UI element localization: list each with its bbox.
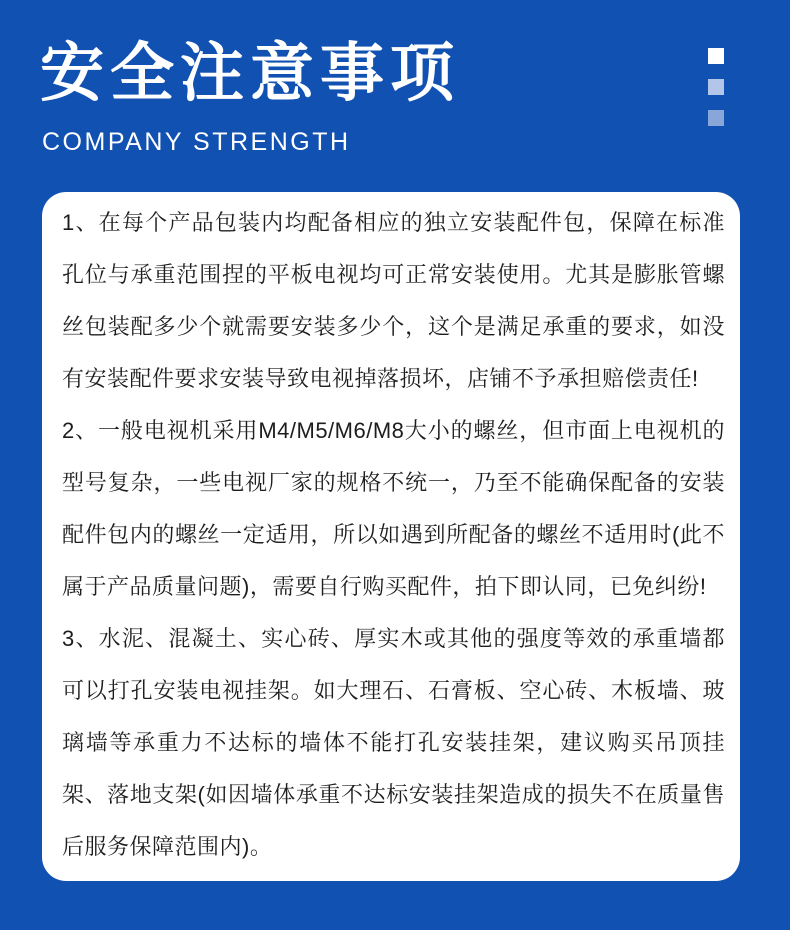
safety-paragraph-3: 3、水泥、混凝土、实心砖、厚实木或其他的强度等效的承重墙都可以打孔安装电视挂架。如大理石、石膏板、空心砖、木板墙、玻璃墙等承重力不达标的墙体不能打孔安装挂架，建议购买吊顶挂架、落地支架(如因墙体承重不达标安装挂架造成的损失不在质量售后服务保障范围内)。 <box>62 626 725 859</box>
page-title: 安全注意事项 <box>40 37 460 109</box>
safety-paragraph-2: 2、一般电视机采用M4/M5/M6/M8大小的螺丝，但市面上电视机的型号复杂，一些电视厂家的规格不统一，乃至不能确保配备的安装配件包内的螺丝一定适用，所以如遇到所配备的螺丝不适用时(此不属于产品质量问题)，需要自行购买配件，拍下即认同，已免纠纷! <box>62 418 725 599</box>
decor-square-icon <box>708 48 724 64</box>
safety-notice-card <box>42 192 740 881</box>
page-subtitle: COMPANY STRENGTH <box>42 128 351 156</box>
safety-paragraph-1: 1、在每个产品包装内均配备相应的独立安装配件包，保障在标准孔位与承重范围捏的平板电视均可正常安装使用。尤其是膨胀管螺丝包装配多少个就需要安装多少个，这个是满足承重的要求，如没有安装配件要求安装导致电视掉落损坏，店铺不予承担赔偿责任! <box>62 210 725 391</box>
decor-square-icon <box>708 110 724 126</box>
decor-squares <box>708 48 724 141</box>
decor-square-icon <box>708 79 724 95</box>
